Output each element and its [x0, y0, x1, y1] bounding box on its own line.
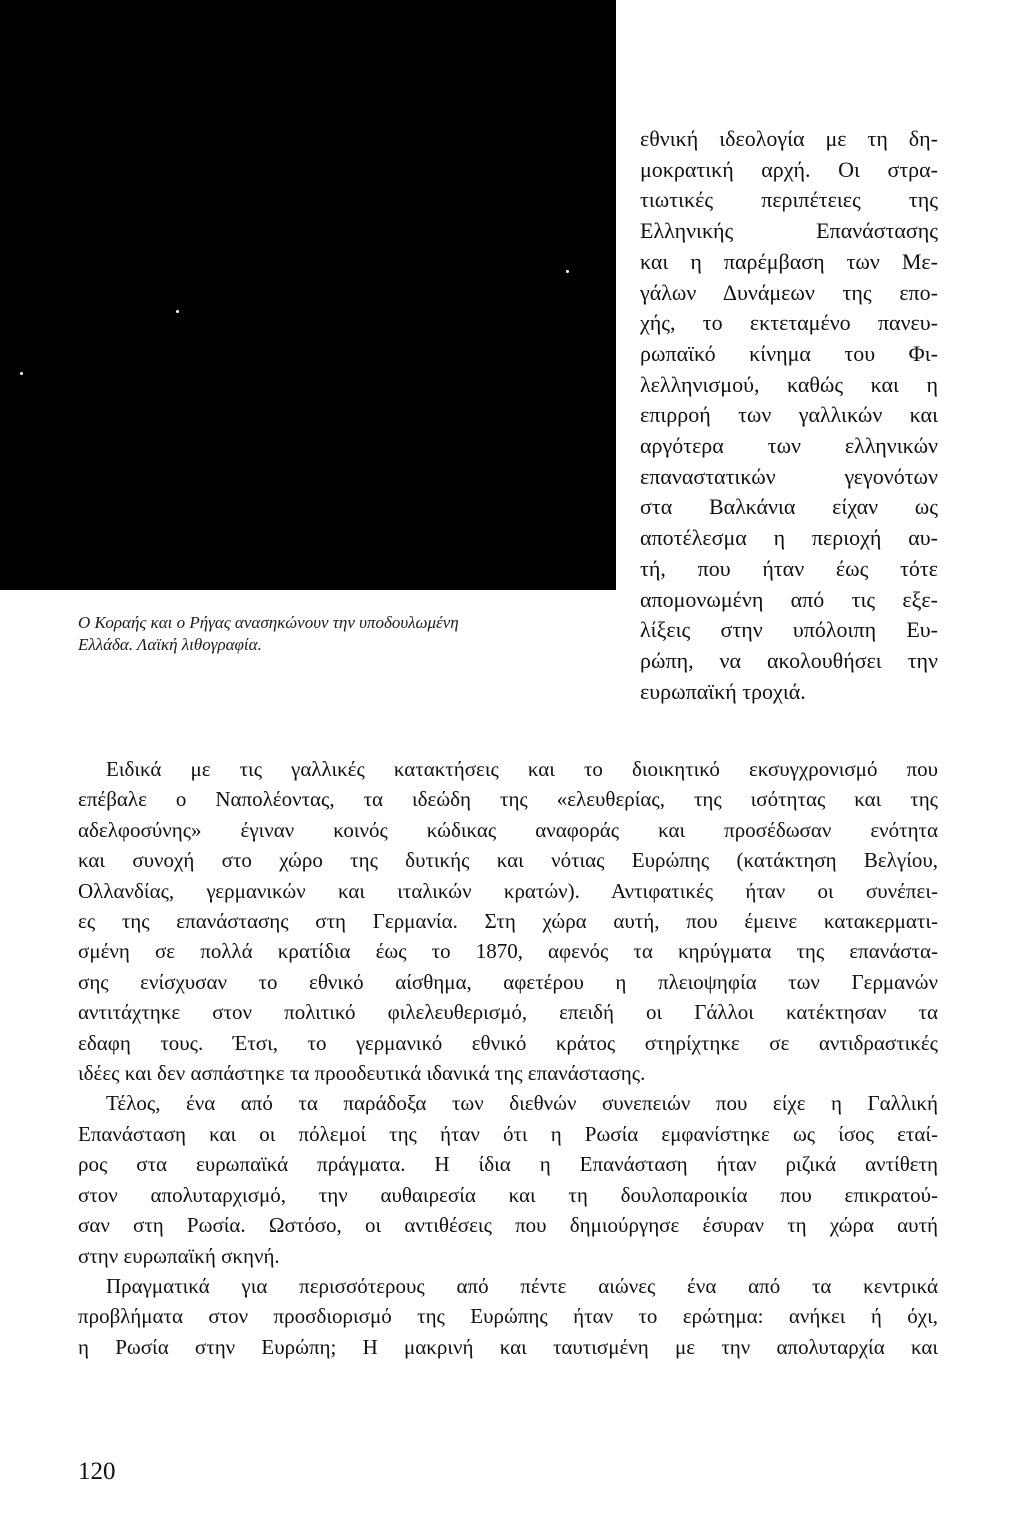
paragraph: [78, 1271, 938, 1362]
text-line: σαν στη Ρωσία. Ωστόσο, οι αντιθέσεις που δημιούργησε έσυραν τη χώρα αυτή: [78, 1213, 938, 1238]
text-line: και συνοχή στο χώρο της δυτικής και νότιας Ευρώπης (κατάκτηση Βελγίου,: [78, 848, 938, 873]
side-column-text: [640, 124, 938, 707]
image-speck: [566, 270, 569, 273]
text-line: στην ευρωπαϊκή σκηνή.: [78, 1243, 280, 1268]
text-line: η Ρωσία στην Ευρώπη; Η μακρινή και ταυτισμένη με την απολυταρχία και: [78, 1334, 938, 1359]
text-line: αδελφοσύνης» έγιναν κοινός κώδικας αναφοράς και προσέδωσαν ενότητα: [78, 817, 938, 842]
text-line: εδαφη τους. Έτσι, το γερμανικό εθνικό κράτος στηρίχτηκε σε αντιδραστικές: [78, 1030, 938, 1055]
paragraph: [78, 1088, 938, 1270]
text-line: σμένη σε πολλά κρατίδια έως το 1870, αφενός τα κηρύγματα της επανάστα-: [78, 939, 938, 964]
text-line: τή, που ήταν έως τότε: [640, 555, 938, 581]
text-line: Πραγματικά για περισσότερους από πέντε αιώνες ένα από τα κεντρικά: [106, 1273, 938, 1298]
text-line: επέβαλε ο Ναπολέοντας, τα ιδεώδη της «ελευθερίας, της ισότητας και της: [78, 787, 938, 812]
text-line: επαναστατικών γεγονότων: [640, 463, 938, 489]
text-line: επιρροή των γαλλικών και: [640, 402, 938, 428]
text-line: ρος στα ευρωπαϊκά πράγματα. Η ίδια η Επανάσταση ήταν ριζικά αντίθετη: [78, 1152, 938, 1177]
text-line: Ειδικά με τις γαλλικές κατακτήσεις και το διοικητικό εκσυγχρονισμό που: [106, 757, 938, 781]
figure-caption: [78, 612, 618, 656]
image-speck: [176, 310, 179, 313]
text-line: αντιτάχτηκε στον πολιτικό φιλελευθερισμό, επειδή οι Γάλλοι κατέκτησαν τα: [78, 1000, 938, 1025]
text-line: τιωτικές περιπέτειες της: [640, 187, 938, 213]
text-line: προβλήματα στον προσδιορισμό της Ευρώπης ήταν το ερώτημα: ανήκει ή όχι,: [78, 1304, 938, 1329]
text-line: εθνική ιδεολογία με τη δη-: [640, 126, 938, 151]
text-line: ρώπη, να ακολουθήσει την: [640, 647, 938, 673]
text-line: απομονωμένη από τις εξε-: [640, 586, 938, 612]
text-line: λελληνισμού, καθώς και η: [640, 371, 938, 397]
caption-line: Ο Κοραής και ο Ρήγας ανασηκώνουν την υποδουλωμένη: [78, 613, 459, 632]
text-line: σης ενίσχυσαν το εθνικό αίσθημα, αφετέρου η πλειοψηφία των Γερμανών: [78, 969, 938, 994]
text-line: ιδέες και δεν ασπάστηκε τα προοδευτικά ιδανικά της επανάστασης.: [78, 1061, 646, 1086]
text-line: και η παρέμβαση των Με-: [640, 248, 938, 274]
text-line: αργότερα των ελληνικών: [640, 433, 938, 459]
caption-line: Ελλάδα. Λαϊκή λιθογραφία.: [78, 635, 262, 654]
page-number: 120: [78, 1458, 116, 1485]
image-speck: [20, 372, 23, 375]
paragraph: [78, 754, 938, 1088]
lithograph-image: [0, 0, 616, 590]
text-line: Ολλανδίας, γερμανικών και ιταλικών κρατών). Αντιφατικές ήταν οι συνέπει-: [78, 878, 938, 903]
text-line: Ελληνικής Επανάστασης: [640, 218, 938, 244]
main-body-text: [78, 754, 938, 1362]
text-line: στα Βαλκάνια είχαν ως: [640, 494, 938, 520]
text-line: Τέλος, ένα από τα παράδοξα των διεθνών συνεπειών που είχε η Γαλλική: [106, 1091, 938, 1116]
text-line: στον απολυταρχισμό, την αυθαιρεσία και τη δουλοπαροικία που επικρατού-: [78, 1182, 938, 1207]
text-line: χής, το εκτεταμένο πανευ-: [640, 310, 938, 336]
text-line: ευρωπαϊκή τροχιά.: [640, 678, 806, 704]
text-line: μοκρατική αρχή. Οι στρα-: [640, 156, 938, 182]
text-line: ρωπαϊκό κίνημα του Φι-: [640, 340, 938, 366]
text-line: ες της επανάστασης στη Γερμανία. Στη χώρα αυτή, που έμεινε κατακερματι-: [78, 909, 938, 934]
text-line: λίξεις στην υπόλοιπη Ευ-: [640, 617, 938, 643]
text-line: γάλων Δυνάμεων της επο-: [640, 279, 938, 305]
text-line: αποτέλεσμα η περιοχή αυ-: [640, 525, 938, 551]
text-line: Επανάσταση και οι πόλεμοί της ήταν ότι η Ρωσία εμφανίστηκε ως ίσος εταί-: [78, 1121, 938, 1146]
